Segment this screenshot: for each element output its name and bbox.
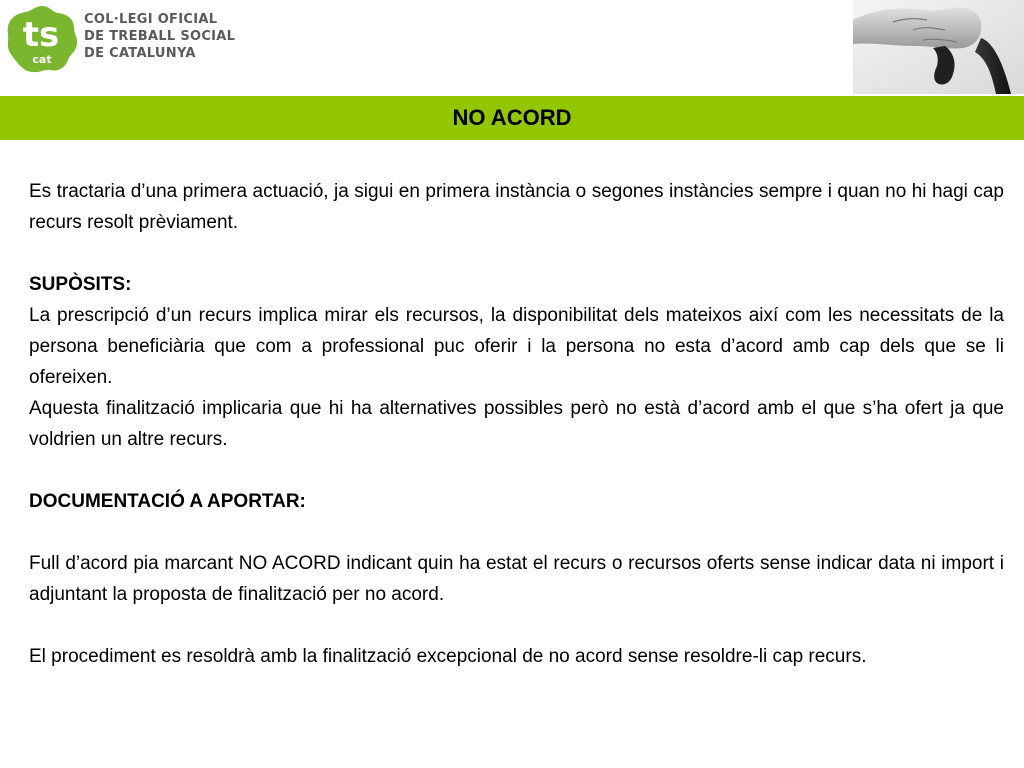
college-logo-mark-icon [6,4,78,74]
logo-mark-text: ts [22,15,60,55]
college-name [84,11,235,62]
spacer [29,238,1004,269]
college-name-line-3: DE CATALUNYA [84,46,196,61]
logo-mark-subtext: cat [32,53,52,66]
suposits-paragraph-2: Aquesta finalització implicaria que hi ha alternatives possibles però no està d’acord amb el que s’ha ofert ja que voldrien un altre recurs. [29,398,1004,450]
documentacio-paragraph-1: Full d’acord pia marcant NO ACORD indicant quin ha estat el recurs o recursos oferts sense indicar data ni import i adjuntant la proposta de finalització per no acord. [29,553,1004,605]
title-bar [0,96,1024,140]
suposits-paragraph-1: La prescripció d’un recurs implica mirar els recursos, la disponibilitat dels mateixos així com les necessitats de la persona beneficiària que com a professional puc oferir i la persona no esta d’acord amb cap dels que se li ofereixen. [29,305,1004,388]
college-logo [0,0,260,84]
page-title: NO ACORD [452,105,572,130]
hand-with-cane-icon [853,0,1024,94]
college-name-line-2: DE TREBALL SOCIAL [84,29,236,44]
intro-paragraph: Es tractaria d’una primera actuació, ja sigui en primera instància o segones instàncies sempre i quan no hi hagi cap recurs resolt prèviament. [29,181,1004,233]
college-name-line-1: COL·LEGI OFICIAL [84,12,218,27]
spacer [29,610,1004,641]
documentacio-heading: DOCUMENTACIÓ A APORTAR: [29,491,306,512]
slide-body [29,176,1004,672]
suposits-heading: SUPÒSITS: [29,274,132,295]
hand-with-cane-photo [853,0,1024,94]
spacer [29,517,1004,548]
documentacio-paragraph-2: El procediment es resoldrà amb la finalització excepcional de no acord sense resoldre-li cap recurs. [29,646,867,667]
spacer [29,455,1004,486]
